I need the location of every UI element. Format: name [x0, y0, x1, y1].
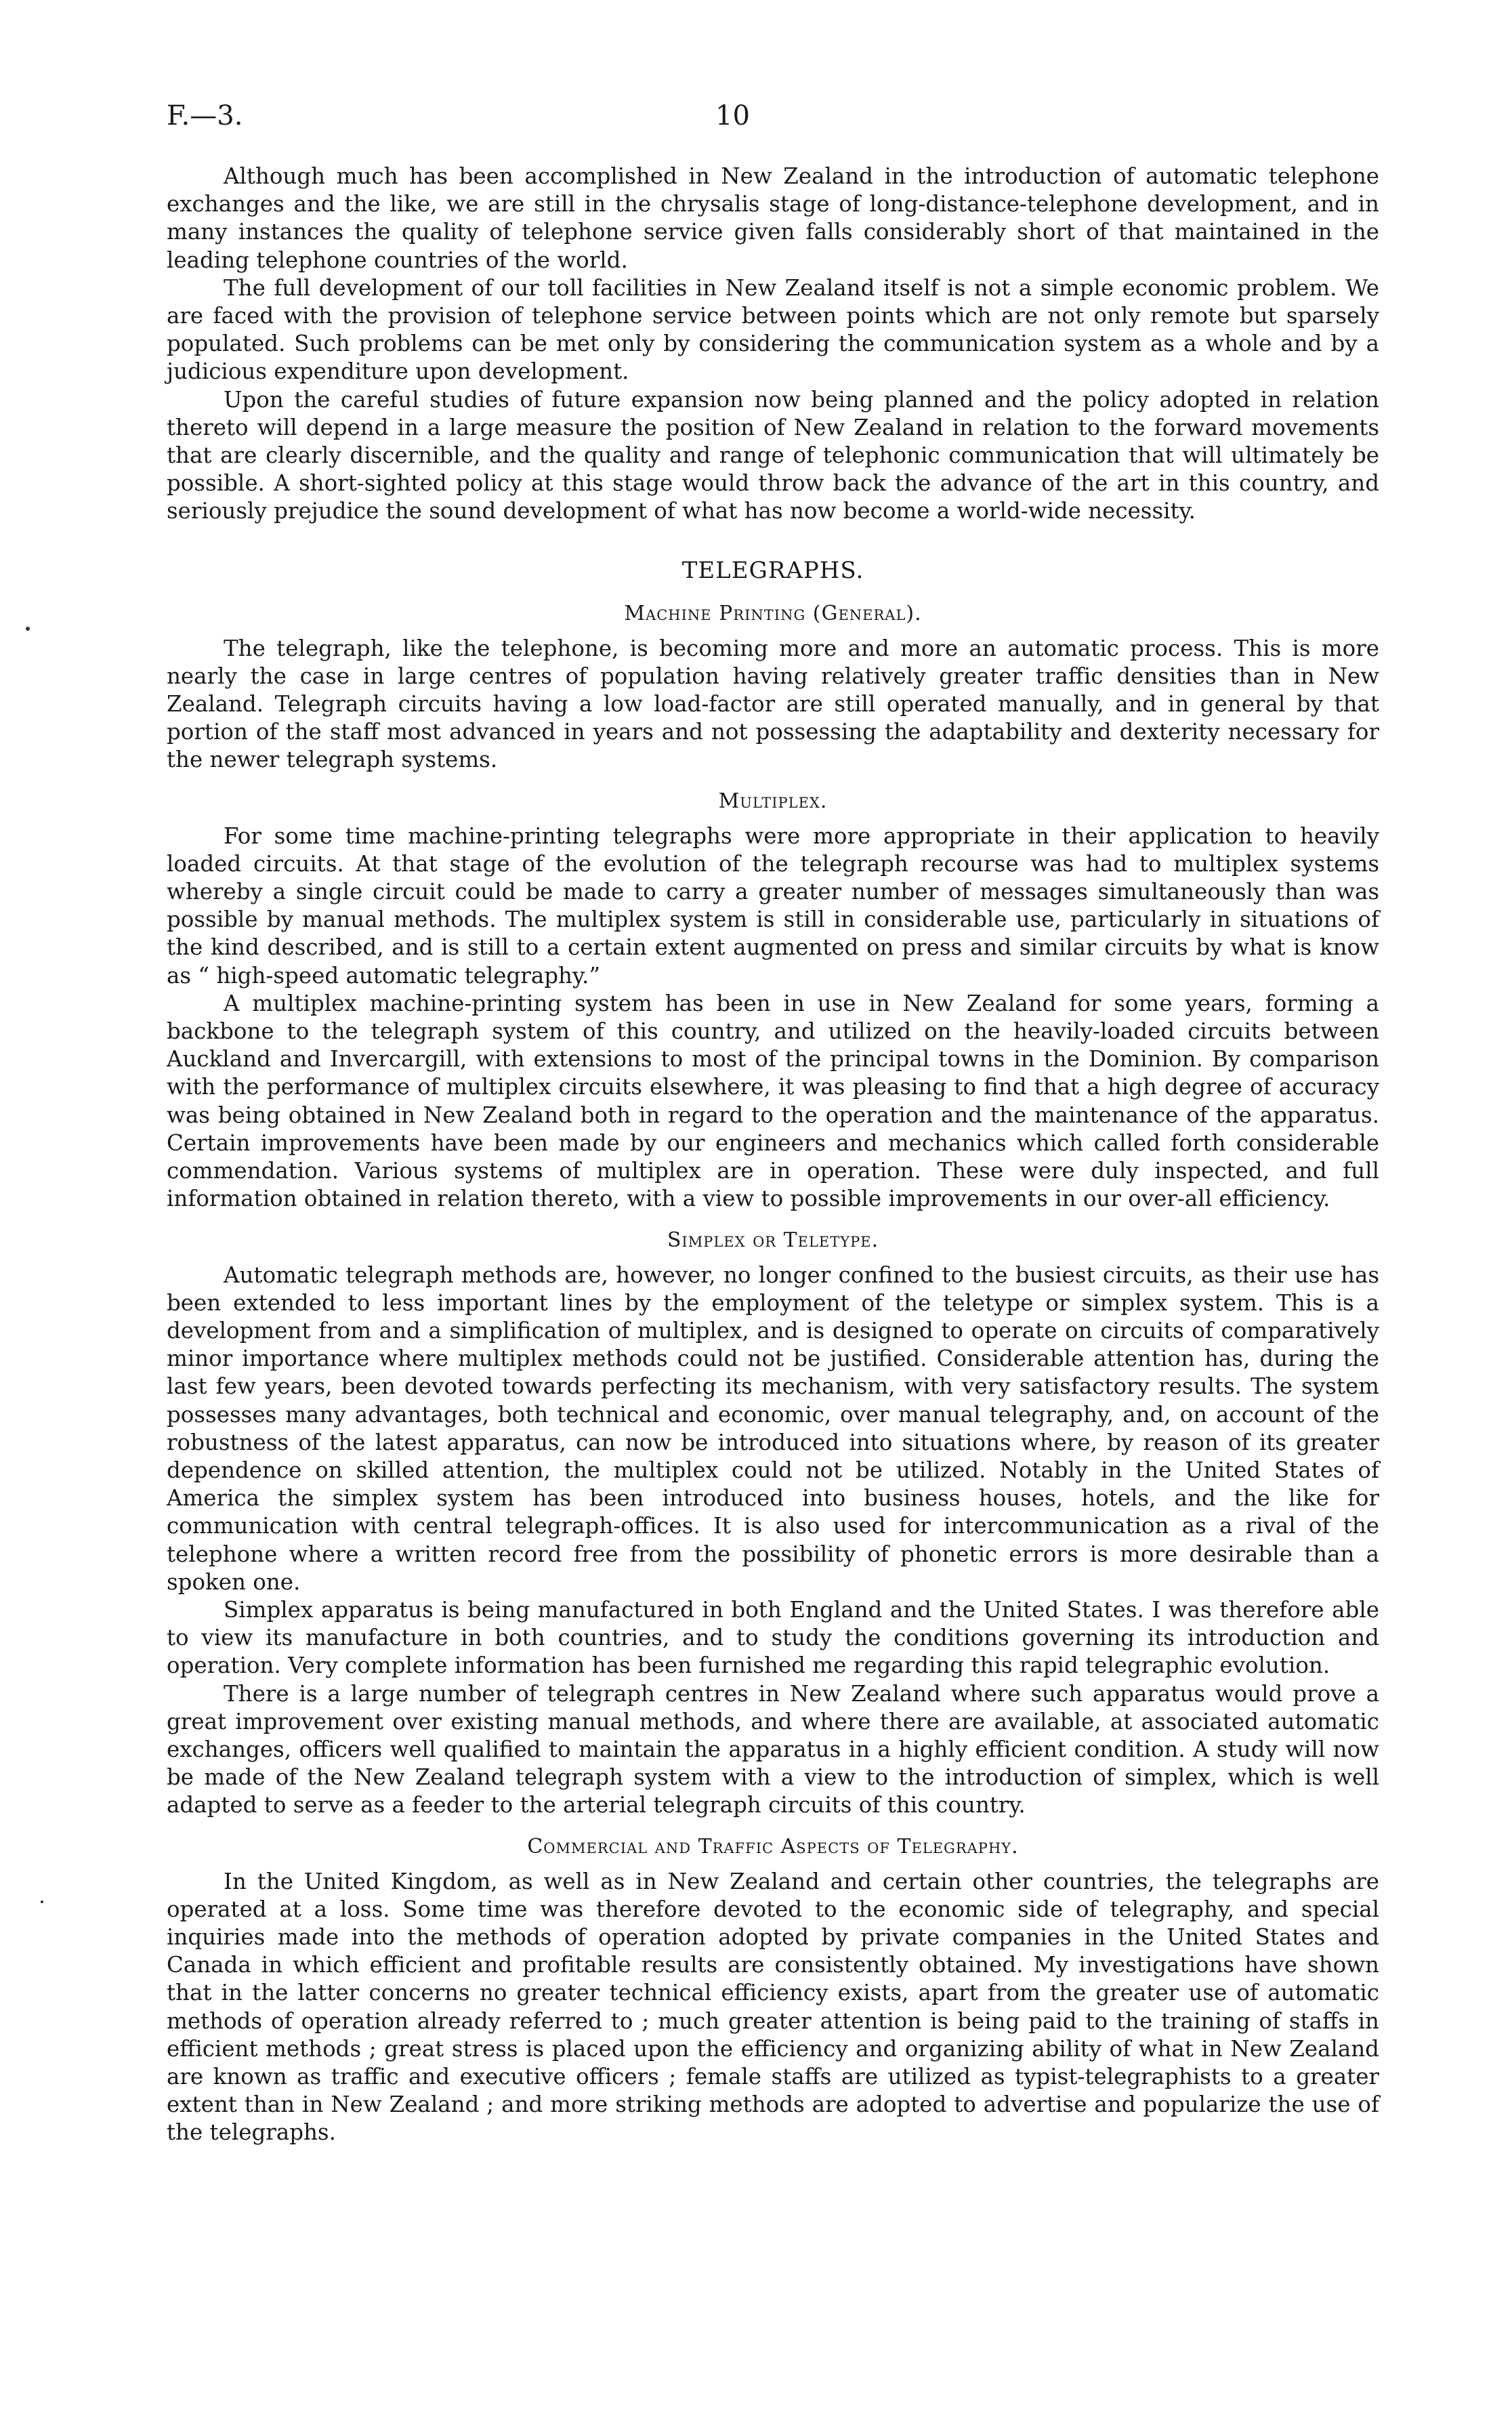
paragraph: In the United Kingdom, as well as in New Zealand and certain other countries, the telegraphs are operated at a loss. Some time was therefore devoted to the economic side of telegraphy, and special inquiries made into the methods of operation adopted by private companies in the United States and Canada in which efficient and profitable results are consistently obtained. My investigations have shown that in the latter concerns no greater technical efficiency exists, apart from the greater use of automatic methods of operation already referred to ; much greater attention is being paid to the training of staffs in efficient methods ; great stress is placed upon the efficiency and organizing ability of what in New Zealand are known as traffic and executive officers ; female staffs are utilized as typist-telegraphists to a greater extent than in New Zealand ; and more striking methods are adopted to advertise and popularize the use of the telegraphs.	[167, 1868, 1379, 2146]
paragraph: Upon the careful studies of future expansion now being planned and the policy adopted in relation thereto will depend in a large measure the position of New Zealand in relation to the forward movements that are clearly discernible, and the quality and range of telephonic communication that will ultimately be possible. A short-sighted policy at this stage would throw back the advance of the art in this country, and seriously prejudice the sound development of what has now become a world-wide necessity.	[167, 386, 1379, 524]
page-number: 10	[715, 100, 750, 131]
section-heading-telegraphs: TELEGRAPHS.	[681, 556, 864, 584]
paragraph: Automatic telegraph methods are, however, no longer confined to the busiest circuits, as their use has been extended to less important lines by the employment of the teletype or simplex system. This is a development from and a simplification of multiplex, and is designed to operate on circuits of comparatively minor importance where multiplex methods could not be justified. Considerable attention has, during the last few years, been devoted towards perfecting its mechanism, with very satisfactory results. The system possesses many advantages, both technical and economic, over manual telegraphy, and, on account of the robustness of the latest apparatus, can now be introduced into situations where, by reason of its greater dependence on skilled attention, the multiplex could not be utilized. Notably in the United States of America the simplex system has been introduced into business houses, hotels, and the like for communication with central telegraph-offices. It is also used for intercommunication as a rival of the telephone where a written record free from the possibility of phonetic errors is more desirable than a spoken one.	[167, 1262, 1379, 1595]
document-body	[167, 163, 1379, 2147]
margin-speck	[26, 627, 30, 631]
paragraph: A multiplex machine-printing system has been in use in New Zealand for some years, forming a backbone to the telegraph system of this country, and utilized on the heavily-loaded circuits between Auckland and Invercargill, with extensions to most of the principal towns in the Dominion. By comparison with the performance of multiplex circuits elsewhere, it was pleasing to find that a high degree of accuracy was being obtained in New Zealand both in regard to the operation and the maintenance of the apparatus. Certain improvements have been made by our engineers and mechanics which called forth considerable commendation. Various systems of multiplex are in operation. These were duly inspected, and full information obtained in relation thereto, with a view to possible improvements in our over-all efficiency.	[167, 990, 1379, 1212]
paragraph: The full development of our toll facilities in New Zealand itself is not a simple economic problem. We are faced with the provision of telephone service between points which are not only remote but sparsely populated. Such problems can be met only by considering the communication system as a whole and by a judicious expenditure upon development.	[167, 274, 1379, 385]
subsection-heading-simplex: Simplex or Teletype.	[667, 1228, 879, 1252]
running-header	[167, 100, 1379, 134]
paragraph: For some time machine-printing telegraphs were more appropriate in their application to heavily loaded circuits. At that stage of the evolution of the telegraph recourse was had to multiplex systems whereby a single circuit could be made to carry a greater number of messages simultaneously than was possible by manual methods. The multiplex system is still in considerable use, particularly in situations of the kind described, and is still to a certain extent augmented on press and similar circuits by what is know as “ high-speed automatic telegraphy.”	[167, 823, 1379, 989]
subsection-heading-multiplex: Multiplex.	[718, 789, 828, 813]
margin-speck	[41, 1900, 43, 1903]
paragraph: The telegraph, like the telephone, is becoming more and more an automatic process. This is more nearly the case in large centres of population having relatively greater traffic densities than in New Zealand. Telegraph circuits having a low load-factor are still operated manually, and in general by that portion of the staff most advanced in years and not possessing the adaptability and dexterity necessary for the newer telegraph systems.	[167, 635, 1379, 773]
paragraph: Although much has been accomplished in New Zealand in the introduction of automatic telephone exchanges and the like, we are still in the chrysalis stage of long-distance-telephone development, and in many instances the quality of telephone service given falls considerably short of that maintained in the leading telephone countries of the world.	[167, 163, 1379, 273]
subsection-heading-commercial: Commercial and Traffic Aspects of Telegraphy.	[527, 1834, 1019, 1858]
subsection-heading-machine-printing: Machine Printing (General).	[624, 601, 922, 625]
paragraph: There is a large number of telegraph centres in New Zealand where such apparatus would prove a great improvement over existing manual methods, and where there are available, at associated automatic exchanges, officers well qualified to maintain the apparatus in a highly efficient condition. A study will now be made of the New Zealand telegraph system with a view to the introduction of simplex, which is well adapted to serve as a feeder to the arterial telegraph circuits of this country.	[167, 1680, 1379, 1818]
document-reference: F.—3.	[167, 100, 243, 131]
paragraph: Simplex apparatus is being manufactured in both England and the United States. I was therefore able to view its manufacture in both countries, and to study the conditions governing its introduction and operation. Very complete information has been furnished me regarding this rapid telegraphic evolution.	[167, 1596, 1379, 1679]
